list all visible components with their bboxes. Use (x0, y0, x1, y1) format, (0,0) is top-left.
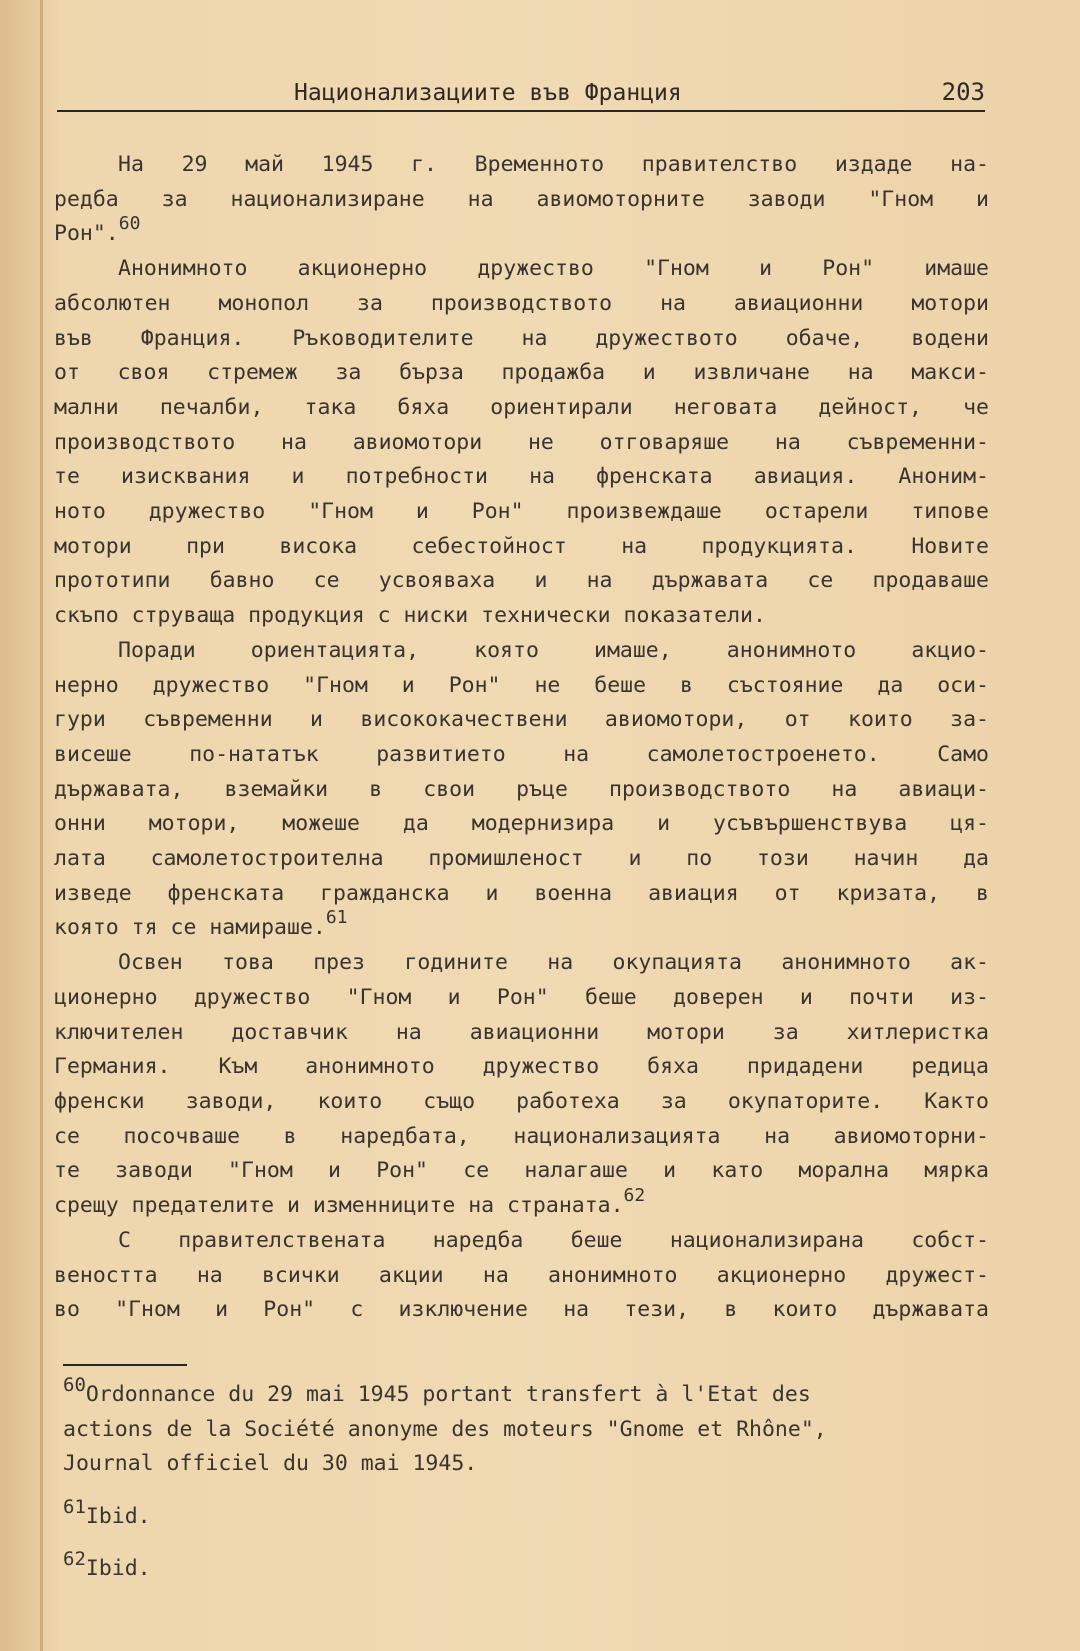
paragraph (54, 946, 989, 1224)
text-line: онни мотори, можеше да модернизира и усъвършенствува ця- (54, 811, 989, 837)
body-text (54, 148, 989, 1328)
footnote-mark: 62 (63, 1548, 86, 1570)
text-line: во "Гном и Рон" с изключение на тези, в които държавата (54, 1297, 989, 1323)
footnote-text: actions de la Société anonyme des moteurs "Gnome et Rhône", (63, 1416, 827, 1442)
text-line: те изисквания и потребности на френската авиация. Аноним- (54, 464, 989, 490)
text-line: Поради ориентацията, която имаше, анонимното акцио- (118, 637, 989, 663)
footnote-mark: 60 (63, 1374, 86, 1396)
footnote-text: Ordonnance du 29 mai 1945 portant transfert à l'Etat des (85, 1382, 811, 1407)
text-line: мални печалби, така бяха ориентирали неговата дейност, че (54, 394, 989, 420)
text-line: абсолютен монопол за производството на авиационни мотори (54, 290, 989, 316)
footnote-line (63, 1548, 1003, 1587)
footnote-mark: 61 (63, 1495, 86, 1518)
text-line: държавата, вземайки в свои ръце производството на авиаци- (54, 776, 989, 802)
text-line: веността на всички акции на анонимното акционерно дружест- (54, 1262, 989, 1288)
footnote-line (63, 1495, 1003, 1535)
footnote-text: Journal officiel du 30 mai 1945. (63, 1451, 478, 1476)
text-line: срещу предателите и изменниците на страната.$^{62}$ (54, 1184, 646, 1219)
text-line: те заводи "Гном и Рон" се налагаше и като морална мярка (54, 1158, 989, 1184)
paragraph (54, 148, 989, 252)
page-number: 203 (941, 78, 985, 106)
binding-margin-line (40, 0, 43, 1651)
text-line: На 29 май 1945 г. Временното правителство издаде на- (118, 152, 989, 177)
footnote-line (63, 1413, 1003, 1448)
footnote (63, 1548, 1003, 1587)
footnote-reference[interactable]: 61 (325, 907, 348, 929)
text-line: ключителен доставчик на авиационни мотори за хитлеристка (54, 1019, 989, 1045)
footnote-reference[interactable]: 62 (623, 1184, 646, 1206)
footnote-text: Ibid. (85, 1556, 151, 1581)
text-line: скъпо струваща продукция с ниски технически показатели. (54, 603, 766, 629)
text-line: С правителствената наредба беше национализирана собст- (118, 1227, 989, 1253)
text-line: висеше по-нататък развитието на самолетостроенето. Само (54, 741, 989, 767)
text-line: нерно дружество "Гном и Рон" не беше в състояние да оси- (54, 672, 989, 698)
paragraph (54, 634, 989, 946)
text-line: прототипи бавно се усвояваха и на държавата се продаваше (54, 568, 989, 594)
footnote (63, 1374, 1003, 1482)
text-line: изведе френската гражданска и военна авиация от кризата, в (54, 880, 989, 906)
text-line: гури съвременни и висококачествени авиомотори, от които за- (54, 707, 989, 733)
text-line: ционерно дружество "Гном и Рон" беше доверен и почти из- (54, 984, 989, 1010)
text-line: от своя стремеж за бърза продажба и извличане на макси- (54, 360, 989, 386)
text-line: Анонимното акционерно дружество "Гном и Рон" имаше (118, 256, 989, 282)
footnote-reference[interactable]: 60 (118, 213, 141, 235)
footnote-text: Ibid. (85, 1503, 151, 1529)
footnote (63, 1495, 1003, 1535)
text-line: френски заводи, които също работеха за окупаторите. Както (54, 1088, 989, 1114)
text-line: Рон".$^{60}$ (54, 213, 141, 247)
text-line: производството на авиомотори не отговаряше на съвременни- (54, 429, 989, 455)
text-line: във Франция. Ръководителите на дружеството обаче, водени (54, 325, 989, 351)
running-header (57, 76, 985, 112)
text-line: редба за национализиране на авиомоторните заводи "Гном и (54, 186, 989, 212)
footnotes (63, 1374, 1003, 1605)
text-line: лата самолетостроителна промишленост и по този начин да (54, 846, 989, 872)
paragraph (54, 1224, 989, 1328)
footnote-separator (63, 1364, 187, 1366)
text-line: която тя се намираше.$^{61}$ (54, 907, 348, 941)
text-line: мотори при висока себестойност на продукцията. Новите (54, 533, 989, 559)
text-line: се посочваше в наредбата, национализацията на авиомоторни- (54, 1123, 989, 1149)
text-line: Освен това през годините на окупацията анонимното ак- (118, 950, 989, 976)
footnote-line (63, 1374, 1003, 1413)
footnote-line (63, 1447, 1003, 1482)
text-line: ното дружество "Гном и Рон" произвеждаше остарели типове (54, 499, 989, 525)
running-title: Национализациите във Франция (294, 80, 682, 106)
paragraph (54, 252, 989, 634)
text-line: Германия. Към анонимното дружество бяха придадени редица (54, 1054, 989, 1080)
